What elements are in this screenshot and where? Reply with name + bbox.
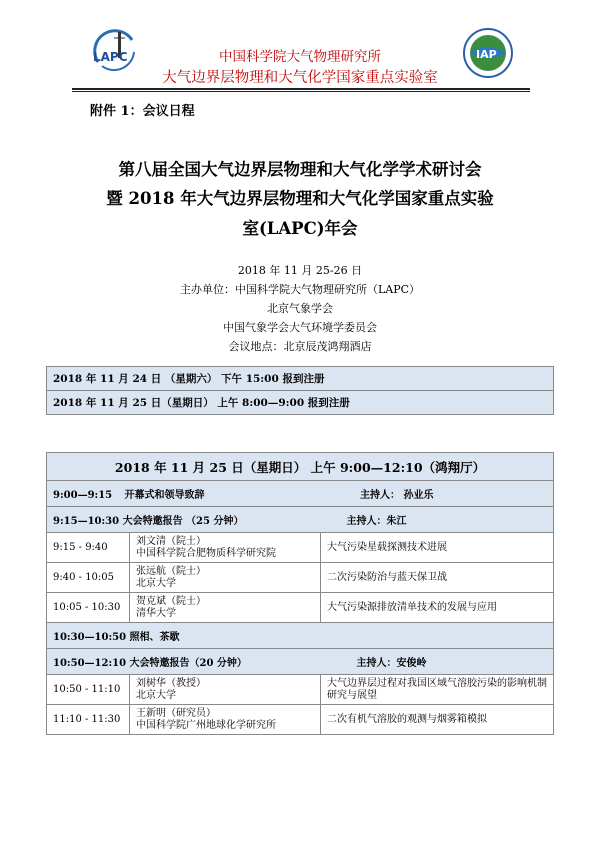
table-row <box>47 391 554 415</box>
svg-text:IAP: IAP <box>476 48 497 61</box>
program-table <box>46 452 554 735</box>
registration-day-2: 2018 年 11 月 25 日（星期日） 上午 8:00—9:00 报到注册 <box>47 391 554 415</box>
talk-topic: 二次污染防治与蓝天保卫战 <box>321 563 554 593</box>
section-2-host: 主持人：安俊岭 <box>356 658 427 669</box>
talk-speaker: 王新明（研究员） <box>136 707 216 719</box>
organizer: 主办单位：中国科学院大气物理研究所（LAPC） <box>179 283 421 296</box>
registration-table <box>46 366 554 415</box>
program-header: 2018 年 11 月 25 日（星期日） 上午 9:00—12:10（鸿翔厅） <box>47 453 554 481</box>
section-2-row <box>47 649 554 675</box>
talk-topic: 大气污染源排放清单技术的发展与应用 <box>321 593 554 623</box>
talk-topic: 大气边界层过程对我国区域气溶胶污染的影响机制研究与展望 <box>321 675 554 705</box>
talk-speaker: 贺克斌（院士） <box>136 595 206 607</box>
lapc-logo <box>90 28 140 78</box>
table-row <box>47 675 554 705</box>
talk-time: 10:05 - 10:30 <box>47 593 130 623</box>
table-row <box>47 563 554 593</box>
co-organizer-1: 北京气象学会 <box>267 302 333 315</box>
section-1-title: 9:15—10:30 大会特邀报告 （25 分钟） <box>53 516 244 527</box>
talk-affiliation: 清华大学 <box>136 607 176 619</box>
break-row <box>47 623 554 649</box>
talk-speaker: 刘文清（院士） <box>136 535 206 547</box>
talk-time: 10:50 - 11:10 <box>47 675 130 705</box>
attachment-label: 附件 1：会议日程 <box>90 104 195 119</box>
talk-topic: 大气污染星载探测技术进展 <box>321 533 554 563</box>
header-divider-thin <box>72 91 530 92</box>
program-header-row <box>47 453 554 481</box>
talk-affiliation: 北京大学 <box>136 577 176 589</box>
title-line-3: 室(LAPC)年会 <box>242 219 358 238</box>
opening-row <box>47 481 554 507</box>
break-label: 10:30—10:50 照相、茶歇 <box>47 623 554 649</box>
talk-affiliation: 中国科学院合肥物质科学研究院 <box>136 547 276 559</box>
table-row <box>47 593 554 623</box>
svg-text:LAPC: LAPC <box>93 50 128 64</box>
co-organizer-2: 中国气象学会大气环境学委员会 <box>223 321 377 334</box>
talk-speaker: 刘树华（教授） <box>136 677 206 689</box>
org-name-line2: 大气边界层物理和大气化学国家重点实验室 <box>162 70 438 86</box>
section-1-host: 主持人：朱江 <box>346 516 407 527</box>
talk-time: 9:40 - 10:05 <box>47 563 130 593</box>
iap-logo <box>462 27 514 79</box>
registration-day-1: 2018 年 11 月 24 日 （星期六） 下午 15:00 报到注册 <box>47 367 554 391</box>
opening-title: 开幕式和领导致辞 <box>124 490 205 501</box>
title-line-1: 第八届全国大气边界层物理和大气化学学术研讨会 <box>118 160 482 179</box>
section-2-title: 10:50—12:10 大会特邀报告（20 分钟） <box>53 658 247 669</box>
org-name-line1: 中国科学院大气物理研究所 <box>219 49 381 65</box>
conference-date: 2018 年 11 月 25-26 日 <box>237 264 363 277</box>
venue: 会议地点：北京辰茂鸿翔酒店 <box>228 340 372 353</box>
header-divider <box>72 88 530 90</box>
talk-affiliation: 中国科学院广州地球化学研究所 <box>136 719 276 731</box>
section-1-row <box>47 507 554 533</box>
table-row <box>47 533 554 563</box>
talk-affiliation: 北京大学 <box>136 689 176 701</box>
table-row <box>47 367 554 391</box>
talk-time: 11:10 - 11:30 <box>47 705 130 735</box>
table-row <box>47 705 554 735</box>
talk-topic: 二次有机气溶胶的观测与烟雾箱模拟 <box>321 705 554 735</box>
opening-host: 主持人： 孙业乐 <box>359 490 434 501</box>
talk-speaker: 张远航（院士） <box>136 565 206 577</box>
talk-time: 9:15 - 9:40 <box>47 533 130 563</box>
title-line-2: 暨 2018 年大气边界层物理和大气化学国家重点实验 <box>106 189 494 208</box>
opening-time: 9:00—9:15 <box>53 490 113 501</box>
